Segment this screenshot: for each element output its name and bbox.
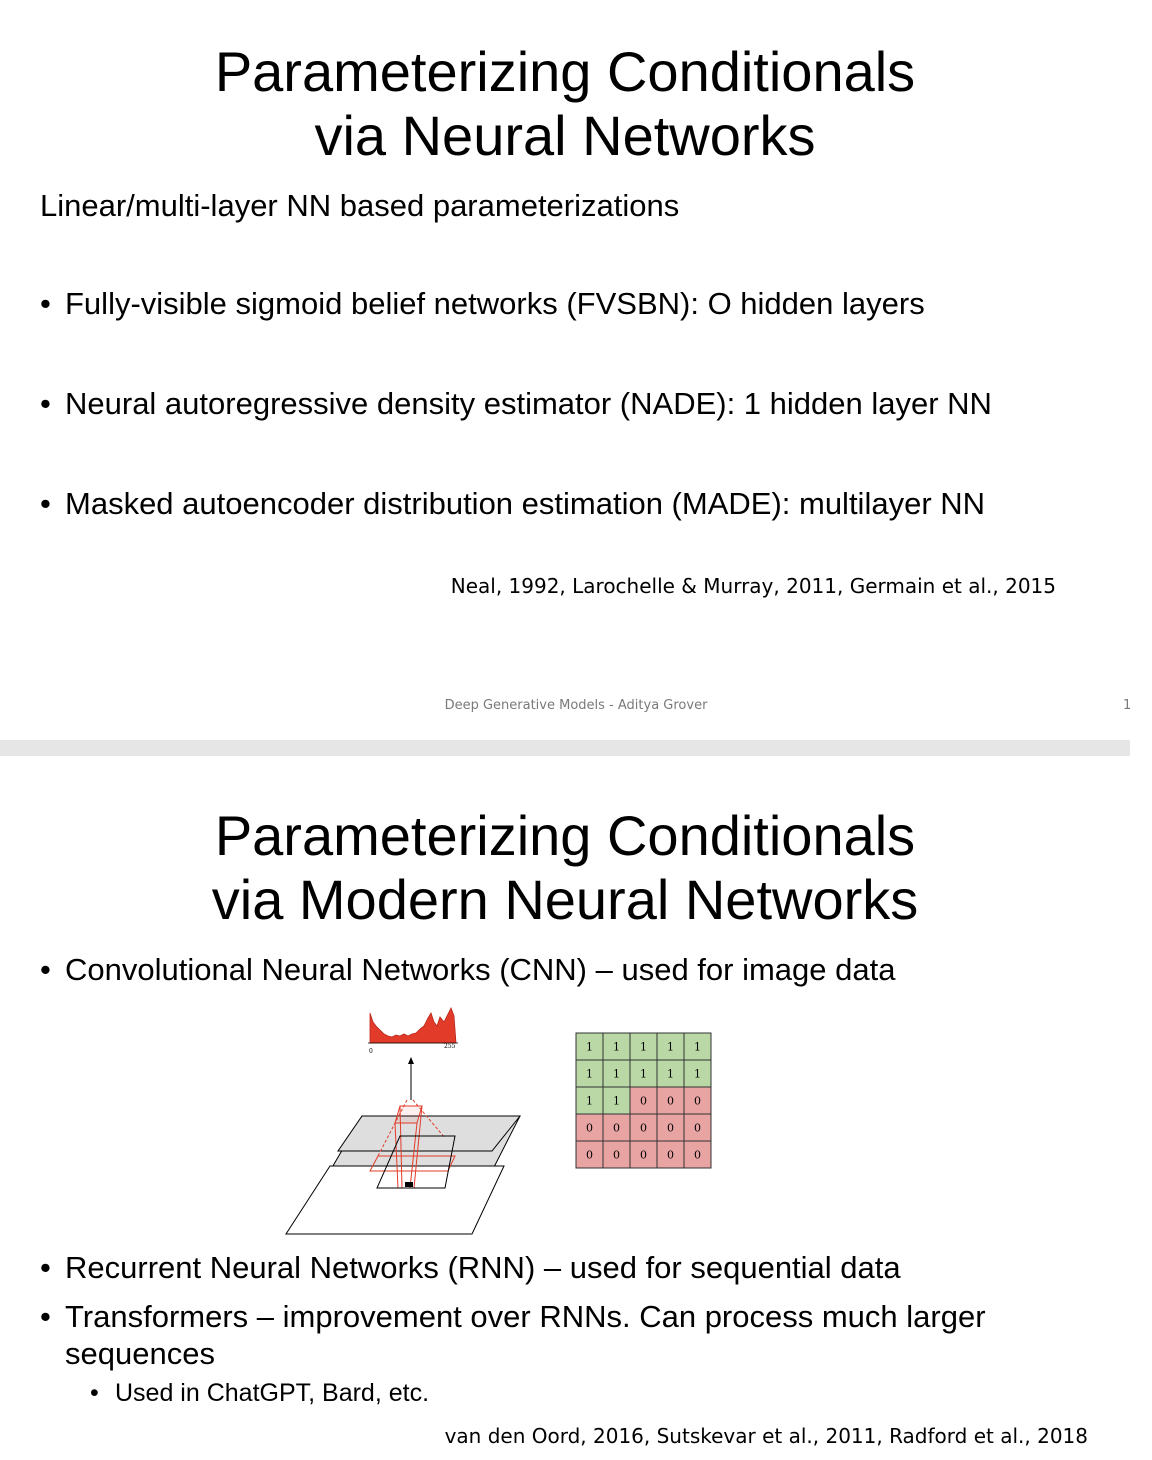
bullet-text: sequences <box>65 1336 215 1371</box>
grid-cell-value: 0 <box>694 1121 701 1135</box>
bullet-dot: • <box>40 286 51 321</box>
grid-cell-value: 1 <box>667 1067 674 1081</box>
slide-2 <box>0 756 1130 1460</box>
grid-cell-value: 1 <box>586 1040 593 1054</box>
slide-1 <box>0 0 1130 740</box>
bullet-dot: • <box>40 1250 51 1285</box>
bullet-text: Neural autoregressive density estimator (NADE): 1 hidden layer NN <box>65 386 992 421</box>
binary-mask-grid <box>575 1032 711 1168</box>
slide-separator <box>0 740 1130 756</box>
bullet-text: Convolutional Neural Networks (CNN) – used for image data <box>65 952 896 987</box>
grid-cell-value: 1 <box>694 1067 701 1081</box>
grid-cell-value: 0 <box>613 1148 620 1162</box>
grid-cell-value: 0 <box>694 1094 701 1108</box>
slide-2-citation: van den Oord, 2016, Sutskevar et al., 2011, Radford et al., 2018 <box>444 1424 1088 1448</box>
intensity-histogram <box>368 1008 458 1055</box>
grid-cell-value: 0 <box>667 1148 674 1162</box>
grid-cell-value: 1 <box>694 1040 701 1054</box>
slide-2-title-line-2: via Modern Neural Networks <box>211 868 919 931</box>
slide-2-title <box>0 804 1130 932</box>
slide-2-title-line-1: Parameterizing Conditionals <box>214 804 916 867</box>
arrow-up-icon <box>408 1057 414 1100</box>
grid-cell-value: 0 <box>640 1148 647 1162</box>
grid-cell-value: 1 <box>613 1094 620 1108</box>
grid-cell-value: 1 <box>667 1040 674 1054</box>
grid-cell-value: 0 <box>586 1121 593 1135</box>
bullet-text: Fully-visible sigmoid belief networks (FVSBN): O hidden layers <box>65 286 925 321</box>
grid-cell-value: 1 <box>613 1040 620 1054</box>
input-image-layer <box>286 1166 504 1234</box>
bullet-text: Transformers – improvement over RNNs. Can process much larger <box>65 1299 986 1334</box>
grid-cell-value: 1 <box>640 1067 647 1081</box>
slide-1-page-number: 1 <box>1123 698 1132 713</box>
bullet-dot: • <box>40 1299 51 1334</box>
bullet-dot: • <box>40 386 51 421</box>
bullet-dot: • <box>40 486 51 521</box>
cnn-receptive-field-diagram <box>280 996 530 1196</box>
bullet-text: Masked autoencoder distribution estimation (MADE): multilayer NN <box>65 486 986 521</box>
grid-cell-value: 0 <box>640 1121 647 1135</box>
bullet-text: Recurrent Neural Networks (RNN) – used for sequential data <box>65 1250 901 1285</box>
grid-cell-value: 0 <box>667 1094 674 1108</box>
slide-1-title-line-2: via Neural Networks <box>314 104 816 167</box>
grid-cell-value: 1 <box>586 1094 593 1108</box>
slide-1-subtitle: Linear/multi-layer NN based parameterizations <box>40 188 680 223</box>
grid-cell-value: 0 <box>667 1121 674 1135</box>
grid-cell-value: 1 <box>640 1040 647 1054</box>
histogram-bars <box>370 1008 456 1043</box>
slide-1-footer: Deep Generative Models - Aditya Grover <box>444 698 708 713</box>
histogram-min-label: 0 <box>369 1048 373 1055</box>
grid-cell-value: 0 <box>694 1148 701 1162</box>
grid-cell-value: 0 <box>640 1094 647 1108</box>
sub-bullet-dot: • <box>90 1379 99 1407</box>
grid-cell-value: 0 <box>586 1148 593 1162</box>
slide-1-citation: Neal, 1992, Larochelle & Murray, 2011, Germain et al., 2015 <box>450 574 1056 598</box>
slide-1-title <box>0 40 1130 168</box>
grid-cell-value: 0 <box>613 1121 620 1135</box>
grid-cell-value: 1 <box>613 1067 620 1081</box>
target-pixel <box>405 1182 413 1187</box>
grid-cell-value: 1 <box>586 1067 593 1081</box>
slide-1-title-line-1: Parameterizing Conditionals <box>214 40 916 103</box>
sub-bullet-text: Used in ChatGPT, Bard, etc. <box>115 1379 430 1407</box>
histogram-max-label: 255 <box>444 1043 456 1050</box>
bullet-dot: • <box>40 952 51 987</box>
